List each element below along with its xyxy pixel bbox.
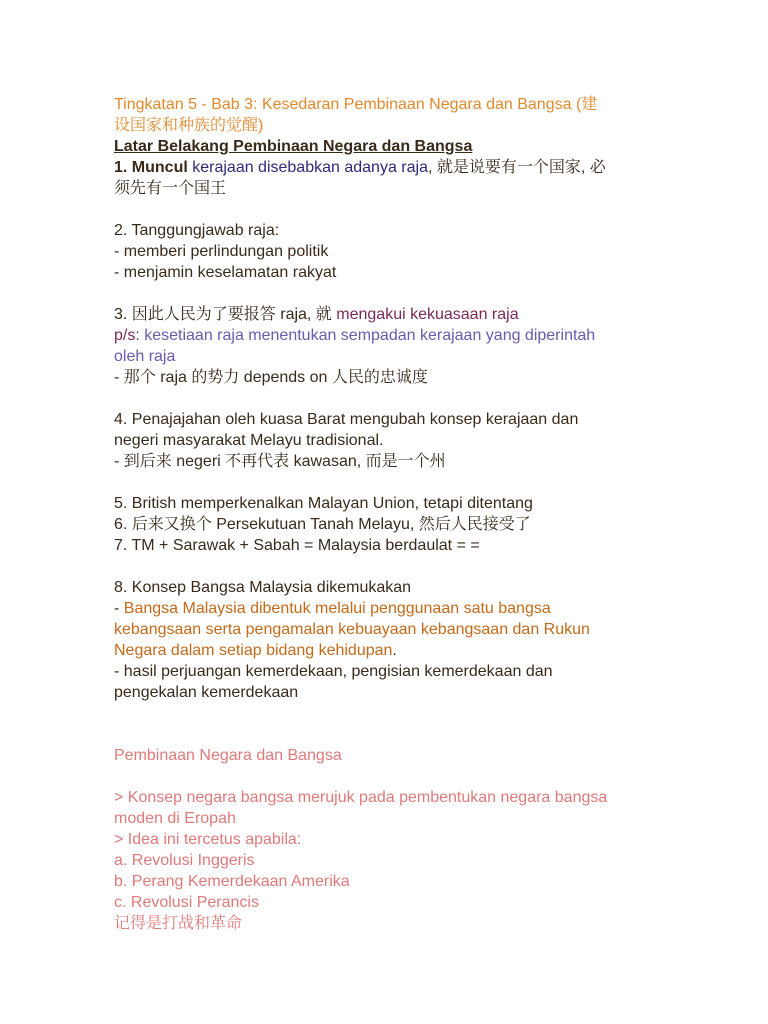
section-2-item-a: a. Revolusi Inggeris [114,852,255,869]
section-2-item-c: c. Revolusi Perancis [114,894,259,911]
point-8-line-2 [114,598,654,619]
point-4-line-1: 4. Penajajahan oleh kuasa Barat mengubah konsep kerajaan dan [114,411,579,428]
point-8-orange-3: Negara dalam setiap bidang kehidupan [114,642,393,659]
point-1-line-2: 须先有一个国王 [114,180,227,197]
point-4-line-2: negeri masyarakat Melayu tradisional. [114,432,384,449]
point-1-prefix: 1. Muncul [114,159,193,176]
point-5-line: 5. British memperkenalkan Malayan Union, tetapi ditentang [114,495,533,512]
point-3-prefix: 3. 因此人民为了要报答 raja, 就 [114,306,337,323]
section-2-line-3: > Idea ini tercetus apabila: [114,831,302,848]
point-3-ps-line-2: oleh raja [114,348,176,365]
point-8-heading: 8. Konsep Bangsa Malaysia dikemukakan [114,579,412,596]
point-2-item-1: - memberi perlindungan politik [114,243,329,260]
point-8-period: . [392,642,397,659]
section-2-heading: Pembinaan Negara dan Bangsa [114,747,342,764]
title-line-1 [114,94,654,115]
point-2-item-2: - menjamin keselamatan rakyat [114,264,337,281]
document-content [114,94,654,934]
point-3-ps-line [114,325,654,346]
point-2-heading: 2. Tanggungjawab raja: [114,222,280,239]
ps-text: kesetiaan raja menentukan sempadan kerajaan yang diperintah [144,327,596,344]
point-8-line-6: pengekalan kemerdekaan [114,684,299,701]
point-3-line-1 [114,304,654,325]
title-cn: 设国家和种族的觉醒 [114,117,259,134]
point-1-line-1 [114,157,654,178]
point-3-dash: - 那个 raja 的势力 depends on 人民的忠诚度 [114,369,428,386]
section-2-line-1: > Konsep negara bangsa merujuk pada pembentukan negara bangsa [114,789,608,806]
section-subtitle: Latar Belakang Pembinaan Negara dan Bangsa [114,138,473,155]
point-8-line-4 [114,640,654,661]
point-4-line-3: - 到后来 negeri 不再代表 kawasan, 而是一个州 [114,453,446,470]
title-end: ) [258,117,264,134]
point-6-line: 6. 后来又换个 Persekutuan Tanah Melayu, 然后人民接受了 [114,516,531,533]
point-1-highlight: kerajaan disebabkan adanya raja [192,159,428,176]
point-1-cn: , 就是说要有一个国家, 必 [427,159,606,176]
point-3-highlight: mengakui kekuasaan raja [336,306,519,323]
section-2-line-2: moden di Eropah [114,810,236,827]
point-8-orange-1: Bangsa Malaysia dibentuk melalui penggunaan satu bangsa [123,600,551,617]
ps-label: p/s: [114,327,145,344]
section-2-item-b: b. Perang Kemerdekaan Amerika [114,873,350,890]
point-7-line: 7. TM + Sarawak + Sabah = Malaysia berdaulat = = [114,537,480,554]
point-8-line-5: - hasil perjuangan kemerdekaan, pengisian kemerdekaan dan [114,663,553,680]
title-main: Tingkatan 5 - Bab 3: Kesedaran Pembinaan Negara dan Bangsa ( [114,96,582,113]
section-2-note: 记得是打战和革命 [114,915,243,932]
title-cn-start: 建 [581,96,598,113]
point-8-dash: - [114,600,124,617]
point-8-orange-2: kebangsaan serta pengamalan kebuayaan kebangsaan dan Rukun [114,621,590,638]
title-line-2 [114,115,654,136]
